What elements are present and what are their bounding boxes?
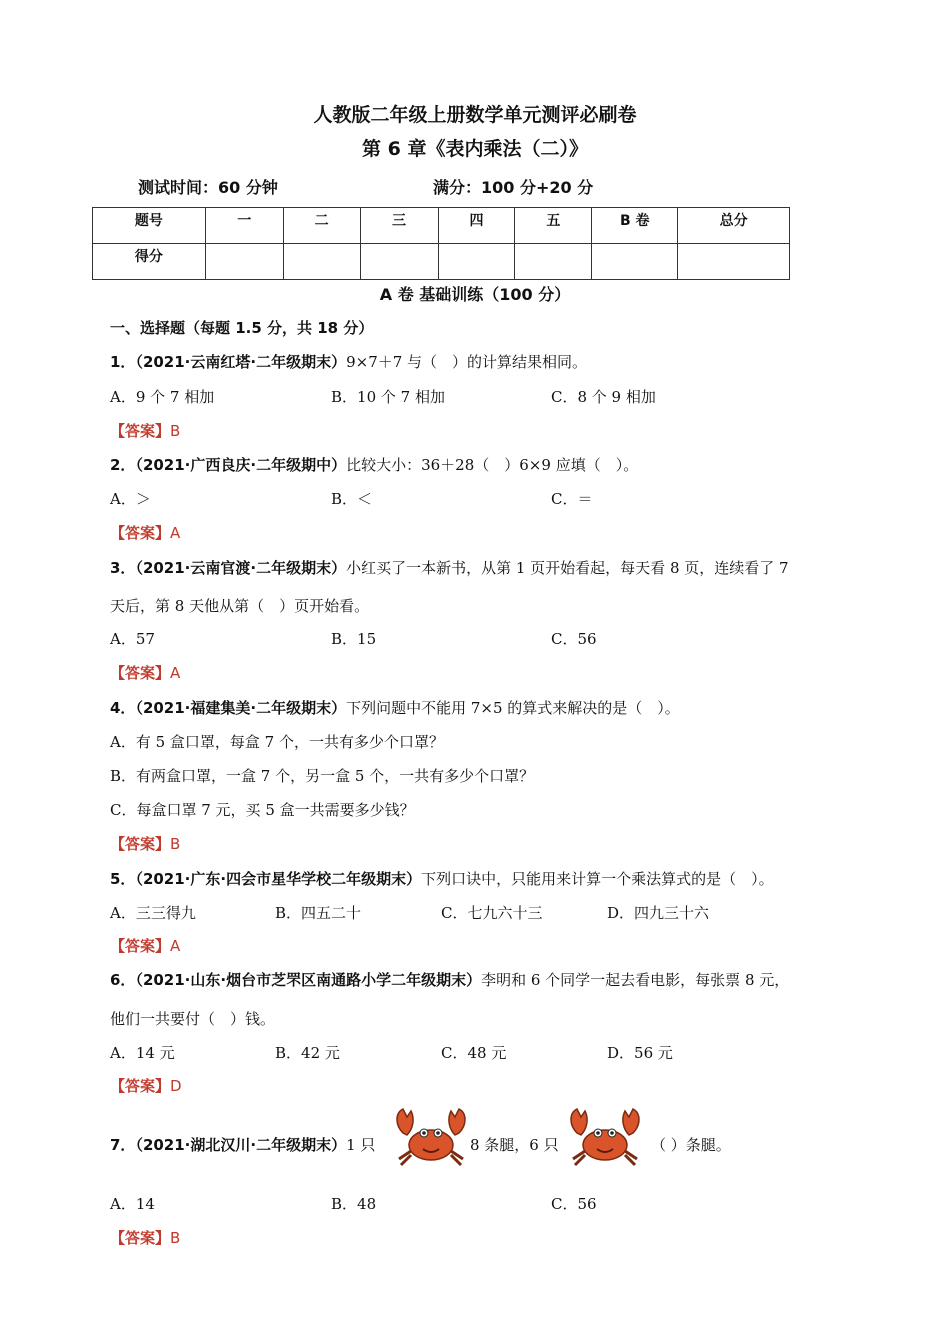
answer-7: [110, 1227, 180, 1248]
option-c[interactable]: C．8 个 9 相加: [551, 388, 656, 406]
answer-label: 【答案】: [110, 937, 171, 955]
option-d[interactable]: D．四九三十六: [607, 904, 710, 922]
question-text: 9×7＋7 与（ ）的计算结果相同。: [346, 353, 588, 371]
option-a[interactable]: A．有 5 盒口罩，每盒 7 个，一共有多少个口罩？: [110, 733, 444, 751]
section-a-title: A 卷 基础训练（100 分）: [379, 285, 571, 304]
table-cell: 五: [515, 208, 592, 244]
table-cell: 得分: [93, 244, 206, 280]
page-title: 人教版二年级上册数学单元测评必刷卷: [313, 104, 637, 126]
score-input-cell[interactable]: [592, 244, 678, 280]
score-input-cell[interactable]: [438, 244, 515, 280]
full-score: 满分：100 分+20 分: [433, 178, 594, 197]
option-a[interactable]: A．＞: [110, 490, 151, 508]
table-cell: 一: [205, 208, 283, 244]
score-input-cell[interactable]: [205, 244, 283, 280]
table-cell: 总分: [678, 208, 790, 244]
question-text: 8 条腿，6 只: [470, 1136, 559, 1154]
answer-label: 【答案】: [110, 1229, 171, 1247]
score-input-cell[interactable]: [283, 244, 360, 280]
question-number: 6．: [110, 971, 136, 989]
question-number: 1．: [110, 353, 136, 371]
option-c[interactable]: C．56: [551, 630, 597, 648]
option-a[interactable]: A．9 个 7 相加: [110, 388, 215, 406]
question-source: （2021·山东·烟台市芝罘区南通路小学二年级期末）: [135, 971, 482, 989]
score-input-cell[interactable]: [515, 244, 592, 280]
table-cell: 二: [283, 208, 360, 244]
answer-value: A: [170, 937, 181, 955]
option-b[interactable]: B．15: [331, 630, 377, 648]
option-a[interactable]: A．14 元: [110, 1044, 175, 1062]
question-1: [110, 351, 587, 372]
option-b[interactable]: B．有两盒口罩，一盒 7 个，另一盒 5 个，一共有多少个口罩？: [110, 767, 535, 785]
question-4: [110, 697, 680, 718]
table-row: [93, 208, 790, 244]
option-c[interactable]: C．＝: [551, 490, 593, 508]
table-cell: 四: [438, 208, 515, 244]
question-text: 李明和 6 个同学一起去看电影，每张票 8 元，: [481, 971, 790, 989]
option-c[interactable]: C．七九六十三: [441, 904, 543, 922]
answer-2: [110, 522, 180, 543]
score-table: [92, 207, 790, 280]
answer-4: [110, 833, 180, 854]
answer-6: [110, 1075, 182, 1096]
question-3: [110, 557, 789, 578]
part-1-heading: 一、选择题（每题 1.5 分，共 18 分）: [110, 319, 374, 337]
option-b[interactable]: B．＜: [331, 490, 373, 508]
answer-label: 【答案】: [110, 1077, 171, 1095]
question-text: 下列口诀中，只能用来计算一个乘法算式的是（ ）。: [421, 870, 774, 888]
answer-3: [110, 662, 180, 683]
option-b[interactable]: B．四五二十: [275, 904, 362, 922]
option-b[interactable]: B．48: [331, 1195, 377, 1213]
answer-value: B: [170, 1229, 181, 1247]
question-number: 2．: [110, 456, 136, 474]
question-text: 下列问题中不能用 7×5 的算式来解决的是（ ）。: [346, 699, 680, 717]
option-c[interactable]: C．56: [551, 1195, 597, 1213]
option-a[interactable]: A．57: [110, 630, 155, 648]
answer-1: [110, 420, 180, 441]
option-b[interactable]: B．42 元: [275, 1044, 340, 1062]
answer-label: 【答案】: [110, 422, 171, 440]
question-text: 1 只: [346, 1136, 376, 1154]
test-time: 测试时间：60 分钟: [138, 178, 278, 197]
answer-5: [110, 935, 180, 956]
question-source: （2021·福建集美·二年级期末）: [135, 699, 347, 717]
question-text: 小红买了一本新书，从第 1 页开始看起，每天看 8 页，连续看了 7: [346, 559, 789, 577]
question-2: [110, 454, 638, 475]
question-number: 5．: [110, 870, 136, 888]
question-text-continued: 天后，第 8 天他从第（ ）页开始看。: [110, 597, 370, 615]
answer-value: D: [170, 1077, 182, 1095]
option-c[interactable]: C．每盒口罩 7 元，买 5 盒一共需要多少钱？: [110, 801, 415, 819]
table-cell: 三: [360, 208, 438, 244]
table-cell: 题号: [93, 208, 206, 244]
question-number: 7．: [110, 1136, 136, 1154]
question-text: 比较大小：36＋28（ ）6×9 应填（ ）。: [346, 456, 639, 474]
option-c[interactable]: C．48 元: [441, 1044, 507, 1062]
crab-icon: [391, 1103, 471, 1169]
table-row: [93, 244, 790, 280]
question-source: （2021·湖北汉川·二年级期末）: [135, 1136, 347, 1154]
question-source: （2021·广西良庆·二年级期中）: [135, 456, 347, 474]
answer-value: A: [170, 664, 181, 682]
question-source: （2021·云南红塔·二年级期末）: [135, 353, 347, 371]
question-source: （2021·广东·四会市星华学校二年级期末）: [135, 870, 422, 888]
answer-value: B: [170, 422, 181, 440]
table-cell: B 卷: [592, 208, 678, 244]
question-6: [110, 969, 789, 990]
page-subtitle: 第 6 章《表内乘法（二）》: [362, 138, 588, 160]
score-input-cell[interactable]: [360, 244, 438, 280]
question-text-continued: 他们一共要付（ ）钱。: [110, 1010, 276, 1028]
option-a[interactable]: A．14: [110, 1195, 155, 1213]
score-input-cell[interactable]: [678, 244, 790, 280]
option-d[interactable]: D．56 元: [607, 1044, 673, 1062]
question-number: 3．: [110, 559, 136, 577]
answer-label: 【答案】: [110, 835, 171, 853]
answer-value: B: [170, 835, 181, 853]
answer-label: 【答案】: [110, 524, 171, 542]
answer-value: A: [170, 524, 181, 542]
crab-icon: [565, 1103, 645, 1169]
option-a[interactable]: A．三三得九: [110, 904, 196, 922]
question-text: （ ）条腿。: [651, 1136, 731, 1154]
question-5: [110, 868, 774, 889]
question-source: （2021·云南官渡·二年级期末）: [135, 559, 347, 577]
question-number: 4．: [110, 699, 136, 717]
answer-label: 【答案】: [110, 664, 171, 682]
option-b[interactable]: B．10 个 7 相加: [331, 388, 445, 406]
question-7: [110, 1134, 375, 1155]
